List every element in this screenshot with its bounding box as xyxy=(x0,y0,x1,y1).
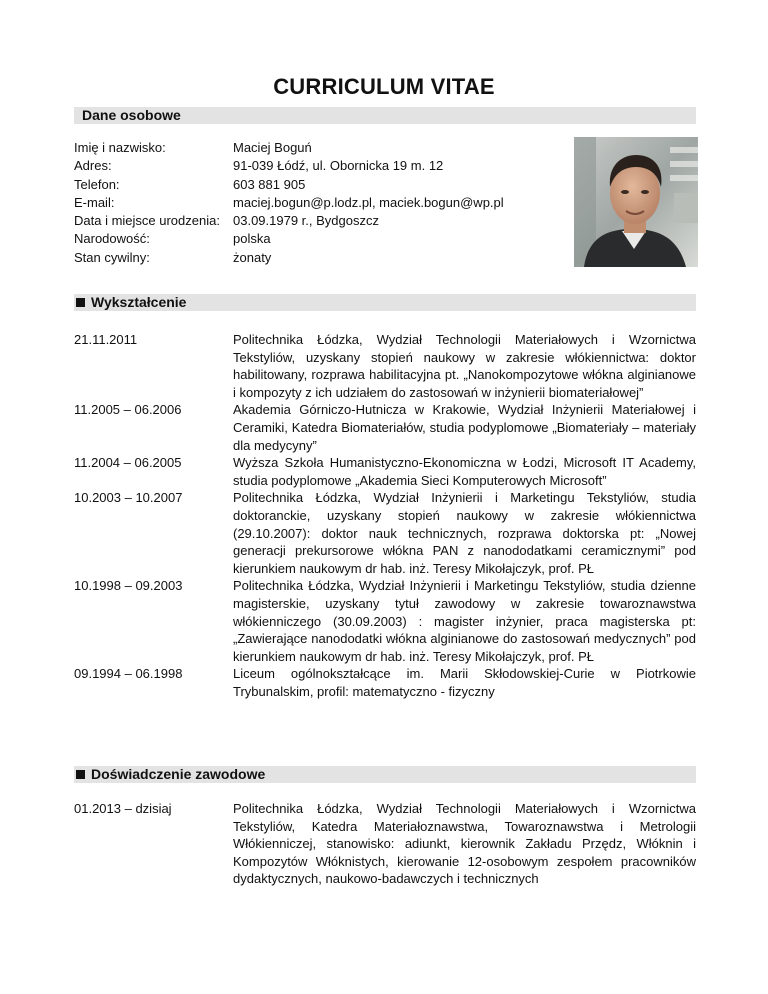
entry-description: Politechnika Łódzka, Wydział Inżynierii i Marketingu Tekstyliów, studia dzienne magisterskie, uzyskany tytuł zawodowy w zakresie towaroznawstwa włókienniczego (30.09.2003) : magister inżynier, praca magisterska pt: „Zawierające nanododatki włókna alginianowe do zastosowań medycznych” pod kierunkiem naukowym dr hab. inż. Teresy Mikołajczyk, prof. PŁ xyxy=(233,578,696,664)
personal-label: E-mail: xyxy=(74,194,115,210)
personal-value: polska xyxy=(233,231,271,247)
personal-row xyxy=(74,194,504,212)
entry-date: 10.2003 – 10.2007 xyxy=(74,490,183,506)
square-bullet-icon xyxy=(76,298,85,307)
portrait-photo xyxy=(574,137,698,267)
personal-label: Narodowość: xyxy=(74,231,150,247)
entry-date: 21.11.2011 xyxy=(74,332,138,347)
section-education-title: Wykształcenie xyxy=(91,294,187,310)
entry-date: 11.2005 – 06.2006 xyxy=(74,402,182,418)
email-value[interactable]: maciej.bogun@p.lodz.pl, maciek.bogun@wp.pl xyxy=(233,194,504,210)
entry-description: Liceum ogólnokształcące im. Marii Skłodowskiej-Curie w Piotrkowie Trybunalskim, profil: matematyczno - fizyczny xyxy=(233,666,696,699)
experience-entry xyxy=(74,800,696,888)
personal-row xyxy=(74,139,504,157)
personal-row xyxy=(74,249,504,267)
personal-row xyxy=(74,176,504,194)
entry-date: 11.2004 – 06.2005 xyxy=(74,455,182,471)
entry-description: Wyższa Szkoła Humanistyczno-Ekonomiczna w Łodzi, Microsoft IT Academy, studia podyplomowe „Akademia Sieci Komputerowych Microsoft” xyxy=(233,455,696,488)
education-list xyxy=(74,331,696,700)
personal-value: Maciej Boguń xyxy=(233,140,312,155)
personal-row xyxy=(74,157,504,175)
entry-description: Politechnika Łódzka, Wydział Inżynierii i Marketingu Tekstyliów, studia doktoranckie, uzyskany stopień naukowy w zakresie włókiennictwa (29.10.2007): doktor nauk technicznych, rozprawa doktorska pt: „Nowej generacji prekursorowe włókna PAN z nanododatkami ceramicznymi” pod kierunkiem naukowym dr hab. inż. Teresy Mikołajczyk, prof. PŁ xyxy=(233,490,696,576)
portrait-photo-icon xyxy=(574,137,698,267)
personal-value: 91-039 Łódź, ul. Obornicka 19 m. 12 xyxy=(233,158,444,174)
personal-label: Adres: xyxy=(74,158,112,174)
section-personal-header xyxy=(74,107,696,124)
education-entry xyxy=(74,454,696,489)
personal-label: Imię i nazwisko: xyxy=(74,140,166,155)
personal-value: żonaty xyxy=(233,249,272,265)
document-title: CURRICULUM VITAE xyxy=(273,74,495,99)
entry-date: 10.1998 – 09.2003 xyxy=(74,578,183,594)
entry-description: Politechnika Łódzka, Wydział Technologii Materiałowych i Wzornictwa Tekstyliów, uzyskany stopień naukowy w zakresie włókiennictwa: doktor habilitowany, rozprawa habilitacyjna pt. „Nanokompozytowe włókna alginianowe i kompozyty z ich udziałem do zastosowań w inżynierii biomateriałowej” xyxy=(233,332,696,400)
education-entry xyxy=(74,665,696,700)
personal-label: Telefon: xyxy=(74,176,120,192)
section-education-header xyxy=(74,294,696,311)
education-entry xyxy=(74,401,696,454)
personal-value: 603 881 905 xyxy=(233,176,306,192)
entry-description: Politechnika Łódzka, Wydział Technologii Materiałowych i Wzornictwa Tekstyliów, Katedra Materiałoznawstwa, Towaroznawstwa i Metrologii Włókienniczej, stanowisko: adiunkt, kierownik Zakładu Przędz, Włóknin i Kompozytów Włóknistych, kierowanie 12-osobowym zespołem pracowników dydaktycznych, naukowo-badawczych i technicznych xyxy=(233,801,696,887)
section-experience-header xyxy=(74,766,696,783)
personal-row xyxy=(74,230,504,248)
personal-label: Stan cywilny: xyxy=(74,249,150,265)
personal-row xyxy=(74,212,504,230)
education-entry xyxy=(74,331,696,401)
education-entry xyxy=(74,489,696,577)
square-bullet-icon xyxy=(76,770,85,779)
section-experience-title: Doświadczenie zawodowe xyxy=(91,766,266,782)
education-entry xyxy=(74,577,696,665)
entry-date: 01.2013 – dzisiaj xyxy=(74,801,172,816)
entry-description: Akademia Górniczo-Hutnicza w Krakowie, Wydział Inżynierii Materiałowej i Ceramiki, Katedra Biomateriałów, studia podyplomowe „Biomateriały – materiały dla medycyny” xyxy=(233,402,696,453)
personal-value: 03.09.1979 r., Bydgoszcz xyxy=(233,213,379,229)
section-personal-title: Dane osobowe xyxy=(82,107,181,123)
entry-date: 09.1994 – 06.1998 xyxy=(74,666,183,682)
personal-data-list xyxy=(74,139,504,267)
personal-label: Data i miejsce urodzenia: xyxy=(74,213,220,229)
experience-list xyxy=(74,800,696,888)
